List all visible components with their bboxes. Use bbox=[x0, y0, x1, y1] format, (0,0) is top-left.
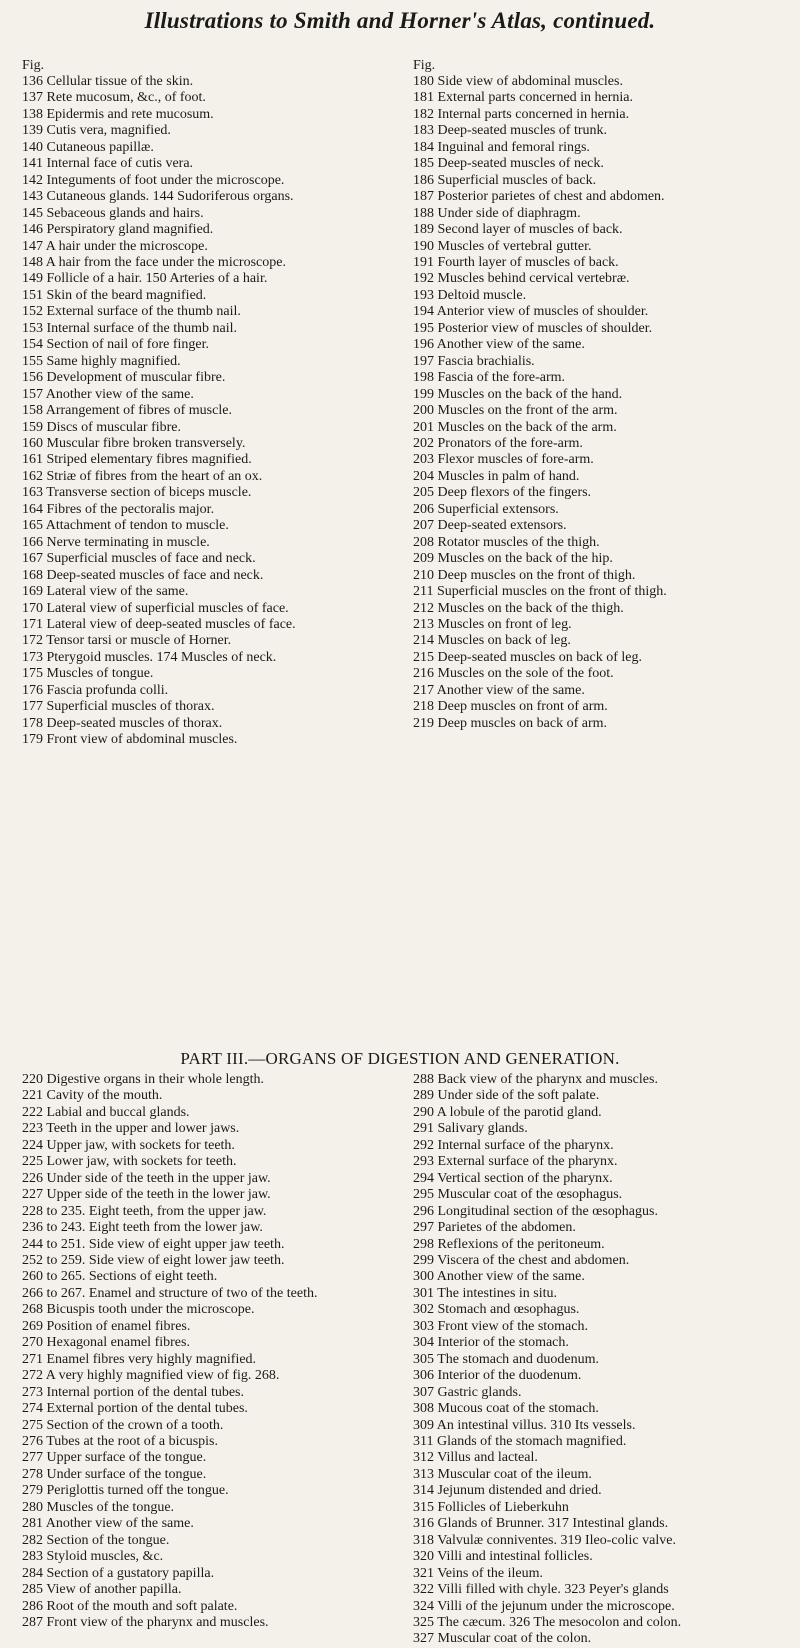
figure-entry: 284 Section of a gustatory papilla. bbox=[22, 1565, 215, 1581]
figure-entry: 136 Cellular tissue of the skin. bbox=[22, 74, 194, 89]
figure-entry: 211 Superficial muscles on the front of thigh. bbox=[413, 584, 667, 600]
figure-entry: 152 External surface of the thumb nail. bbox=[22, 304, 241, 320]
bottom-left-column bbox=[22, 1072, 402, 1631]
figure-entry: 279 Periglottis turned off the tongue. bbox=[22, 1483, 229, 1499]
figure-entry: 280 Muscles of the tongue. bbox=[22, 1499, 175, 1515]
figure-entry: 289 Under side of the soft palate. bbox=[413, 1088, 600, 1104]
figure-entry: 217 Another view of the same. bbox=[413, 682, 585, 698]
figure-entry: 163 Transverse section of biceps muscle. bbox=[22, 485, 252, 501]
figure-entry: 149 Follicle of a hair. 150 Arteries of a hair. bbox=[22, 271, 268, 287]
figure-entry: 312 Villus and lacteal. bbox=[413, 1450, 538, 1466]
figure-entry: 199 Muscles on the back of the hand. bbox=[413, 386, 623, 402]
figure-entry: 318 Valvulæ conniventes. 319 Ileo-colic valve. bbox=[413, 1532, 676, 1548]
figure-entry: 172 Tensor tarsi or muscle of Horner. bbox=[22, 633, 232, 649]
figure-entry: 205 Deep flexors of the fingers. bbox=[413, 485, 592, 501]
figure-entry: 143 Cutaneous glands. 144 Sudoriferous organs. bbox=[22, 189, 294, 205]
figure-entry: 300 Another view of the same. bbox=[413, 1269, 585, 1285]
figure-entry: 223 Teeth in the upper and lower jaws. bbox=[22, 1121, 240, 1137]
figure-entry: 164 Fibres of the pectoralis major. bbox=[22, 501, 215, 517]
figure-entry: 295 Muscular coat of the œsophagus. bbox=[413, 1187, 623, 1203]
figure-entry: 302 Stomach and œsophagus. bbox=[413, 1302, 580, 1318]
figure-entry: 293 External surface of the pharynx. bbox=[413, 1154, 618, 1170]
figure-entry: 221 Cavity of the mouth. bbox=[22, 1088, 163, 1104]
figure-entry: 224 Upper jaw, with sockets for teeth. bbox=[22, 1137, 235, 1153]
figure-entry: 278 Under surface of the tongue. bbox=[22, 1466, 207, 1482]
figure-entry: 154 Section of nail of fore finger. bbox=[22, 337, 210, 353]
figure-entry: 297 Parietes of the abdomen. bbox=[413, 1220, 576, 1236]
bottom-right-column bbox=[413, 1072, 798, 1648]
figure-entry: 270 Hexagonal enamel fibres. bbox=[22, 1335, 190, 1351]
figure-entry: 266 to 267. Enamel and structure of two of the teeth. bbox=[22, 1285, 318, 1301]
figure-entry: 236 to 243. Eight teeth from the lower jaw. bbox=[22, 1220, 263, 1236]
figure-entry: 322 Villi filled with chyle. 323 Peyer's glands bbox=[413, 1582, 669, 1598]
figure-entry: 193 Deltoid muscle. bbox=[413, 287, 527, 303]
figure-entry: 219 Deep muscles on back of arm. bbox=[413, 715, 607, 731]
figure-entry: 285 View of another papilla. bbox=[22, 1582, 182, 1598]
figure-entry: 147 A hair under the microscope. bbox=[22, 238, 208, 254]
figure-entry: 138 Epidermis and rete mucosum. bbox=[22, 106, 214, 122]
figure-entry: 176 Fascia profunda colli. bbox=[22, 682, 169, 698]
figure-entry: 151 Skin of the beard magnified. bbox=[22, 287, 207, 303]
figure-entry: 148 A hair from the face under the microscope. bbox=[22, 254, 286, 270]
figure-entry: 315 Follicles of Lieberkuhn bbox=[413, 1499, 569, 1515]
figure-entry: 273 Internal portion of the dental tubes. bbox=[22, 1384, 244, 1400]
figure-entry: 309 An intestinal villus. 310 Its vessels. bbox=[413, 1417, 636, 1433]
figure-entry: 166 Nerve terminating in muscle. bbox=[22, 534, 210, 550]
figure-entry: 227 Upper side of the teeth in the lower jaw. bbox=[22, 1187, 271, 1203]
figure-entry: 274 External portion of the dental tubes. bbox=[22, 1401, 248, 1417]
figure-entry: 276 Tubes at the root of a bicuspis. bbox=[22, 1433, 218, 1449]
figure-entry: 202 Pronators of the fore-arm. bbox=[413, 435, 583, 451]
figure-entry: 298 Reflexions of the peritoneum. bbox=[413, 1236, 605, 1252]
figure-entry: 321 Veins of the ileum. bbox=[413, 1565, 544, 1581]
figure-entry: 252 to 259. Side view of eight lower jaw teeth. bbox=[22, 1252, 285, 1268]
figure-entry: 168 Deep-seated muscles of face and neck. bbox=[22, 567, 264, 583]
figure-entry: 269 Position of enamel fibres. bbox=[22, 1318, 191, 1334]
figure-entry: 153 Internal surface of the thumb nail. bbox=[22, 320, 237, 336]
figure-entry: 169 Lateral view of the same. bbox=[22, 584, 189, 600]
figure-entry: 155 Same highly magnified. bbox=[22, 353, 181, 369]
figure-entry: 171 Lateral view of deep-seated muscles of face. bbox=[22, 616, 296, 632]
figure-entry: 200 Muscles on the front of the arm. bbox=[413, 403, 618, 419]
figure-entry: 139 Cutis vera, magnified. bbox=[22, 123, 171, 139]
part-heading: PART III.—ORGANS OF DIGESTION AND GENERATION. bbox=[180, 1049, 620, 1068]
figure-entry: 183 Deep-seated muscles of trunk. bbox=[413, 123, 607, 139]
figure-entry: 203 Flexor muscles of fore-arm. bbox=[413, 452, 594, 468]
figure-entry: 303 Front view of the stomach. bbox=[413, 1318, 588, 1334]
figure-entry: 204 Muscles in palm of hand. bbox=[413, 468, 580, 484]
figure-entry: 198 Fascia of the fore-arm. bbox=[413, 370, 565, 386]
figure-entry: 272 A very highly magnified view of fig. 268. bbox=[22, 1368, 280, 1384]
figure-entry: 159 Discs of muscular fibre. bbox=[22, 419, 182, 435]
figure-entry: 190 Muscles of vertebral gutter. bbox=[413, 238, 592, 254]
figure-entry: 165 Attachment of tendon to muscle. bbox=[22, 518, 229, 534]
figure-entry: 226 Under side of the teeth in the upper jaw. bbox=[22, 1170, 271, 1186]
page-title: Illustrations to Smith and Horner's Atlas, continued. bbox=[144, 8, 656, 33]
figure-entry: 275 Section of the crown of a tooth. bbox=[22, 1417, 224, 1433]
figure-entry: 142 Integuments of foot under the microscope. bbox=[22, 172, 285, 188]
figure-entry: 244 to 251. Side view of eight upper jaw teeth. bbox=[22, 1236, 285, 1252]
figure-entry: 140 Cutaneous papillæ. bbox=[22, 139, 154, 155]
figure-entry: 191 Fourth layer of muscles of back. bbox=[413, 254, 619, 270]
figure-entry: 213 Muscles on front of leg. bbox=[413, 616, 572, 632]
figure-entry: 325 The cæcum. 326 The mesocolon and colon. bbox=[413, 1614, 682, 1630]
figure-entry: 324 Villi of the jejunum under the microscope. bbox=[413, 1598, 675, 1614]
figure-entry: 277 Upper surface of the tongue. bbox=[22, 1450, 207, 1466]
figure-entry: 287 Front view of the pharynx and muscles. bbox=[22, 1614, 269, 1630]
figure-entry: 189 Second layer of muscles of back. bbox=[413, 222, 623, 238]
figure-entry: 294 Vertical section of the pharynx. bbox=[413, 1170, 613, 1186]
fig-label: Fig. bbox=[22, 58, 45, 73]
figure-entry: 186 Superficial muscles of back. bbox=[413, 172, 597, 188]
figure-entry: 146 Perspiratory gland magnified. bbox=[22, 222, 214, 238]
figure-entry: 194 Anterior view of muscles of shoulder. bbox=[413, 304, 649, 320]
top-right-column bbox=[413, 58, 798, 732]
figure-entry: 225 Lower jaw, with sockets for teeth. bbox=[22, 1154, 237, 1170]
figure-entry: 286 Root of the mouth and soft palate. bbox=[22, 1598, 238, 1614]
figure-entry: 182 Internal parts concerned in hernia. bbox=[413, 106, 630, 122]
figure-entry: 316 Glands of Brunner. 317 Intestinal glands. bbox=[413, 1516, 669, 1532]
figure-entry: 161 Striped elementary fibres magnified. bbox=[22, 452, 252, 468]
figure-entry: 167 Superficial muscles of face and neck. bbox=[22, 551, 256, 567]
figure-entry: 307 Gastric glands. bbox=[413, 1384, 522, 1400]
figure-entry: 290 A lobule of the parotid gland. bbox=[413, 1104, 602, 1120]
figure-entry: 180 Side view of abdominal muscles. bbox=[413, 74, 623, 89]
figure-entry: 181 External parts concerned in hernia. bbox=[413, 90, 634, 106]
figure-entry: 188 Under side of diaphragm. bbox=[413, 205, 581, 221]
figure-entry: 158 Arrangement of fibres of muscle. bbox=[22, 403, 232, 419]
figure-entry: 206 Superficial extensors. bbox=[413, 501, 559, 517]
figure-entry: 313 Muscular coat of the ileum. bbox=[413, 1466, 592, 1482]
figure-entry: 192 Muscles behind cervical vertebræ. bbox=[413, 271, 630, 287]
figure-entry: 177 Superficial muscles of thorax. bbox=[22, 699, 215, 715]
figure-entry: 314 Jejunum distended and dried. bbox=[413, 1483, 602, 1499]
figure-entry: 156 Development of muscular fibre. bbox=[22, 370, 226, 386]
figure-entry: 301 The intestines in situ. bbox=[413, 1285, 558, 1301]
figure-entry: 306 Interior of the duodenum. bbox=[413, 1368, 582, 1384]
figure-entry: 212 Muscles on the back of the thigh. bbox=[413, 600, 624, 616]
figure-entry: 292 Internal surface of the pharynx. bbox=[413, 1137, 614, 1153]
figure-entry: 196 Another view of the same. bbox=[413, 337, 585, 353]
figure-entry: 145 Sebaceous glands and hairs. bbox=[22, 205, 204, 221]
figure-entry: 283 Styloid muscles, &c. bbox=[22, 1549, 164, 1565]
figure-entry: 288 Back view of the pharynx and muscles. bbox=[413, 1072, 658, 1087]
figure-entry: 296 Longitudinal section of the œsophagus. bbox=[413, 1203, 658, 1219]
figure-entry: 327 Muscular coat of the colon. bbox=[413, 1631, 592, 1647]
figure-entry: 268 Bicuspis tooth under the microscope. bbox=[22, 1302, 255, 1318]
figure-entry: 137 Rete mucosum, &c., of foot. bbox=[22, 90, 206, 106]
figure-entry: 220 Digestive organs in their whole length. bbox=[22, 1072, 264, 1087]
figure-entry: 291 Salivary glands. bbox=[413, 1121, 528, 1137]
figure-entry: 141 Internal face of cutis vera. bbox=[22, 156, 194, 172]
figure-entry: 299 Viscera of the chest and abdomen. bbox=[413, 1252, 630, 1268]
figure-entry: 308 Mucous coat of the stomach. bbox=[413, 1401, 599, 1417]
figure-entry: 173 Pterygoid muscles. 174 Muscles of neck. bbox=[22, 649, 277, 665]
figure-entry: 195 Posterior view of muscles of shoulder. bbox=[413, 320, 653, 336]
figure-entry: 210 Deep muscles on the front of thigh. bbox=[413, 567, 636, 583]
figure-entry: 209 Muscles on the back of the hip. bbox=[413, 551, 613, 567]
figure-entry: 214 Muscles on back of leg. bbox=[413, 633, 571, 649]
figure-entry: 201 Muscles on the back of the arm. bbox=[413, 419, 617, 435]
figure-entry: 207 Deep-seated extensors. bbox=[413, 518, 567, 534]
figure-entry: 157 Another view of the same. bbox=[22, 386, 194, 402]
figure-entry: 187 Posterior parietes of chest and abdomen. bbox=[413, 189, 665, 205]
figure-entry: 282 Section of the tongue. bbox=[22, 1532, 170, 1548]
figure-entry: 271 Enamel fibres very highly magnified. bbox=[22, 1351, 257, 1367]
figure-entry: 170 Lateral view of superficial muscles of face. bbox=[22, 600, 289, 616]
top-left-column bbox=[22, 58, 407, 749]
figure-entry: 162 Striæ of fibres from the heart of an ox. bbox=[22, 468, 263, 484]
figure-entry: 215 Deep-seated muscles on back of leg. bbox=[413, 649, 642, 665]
figure-entry: 304 Interior of the stomach. bbox=[413, 1335, 569, 1351]
figure-entry: 197 Fascia brachialis. bbox=[413, 353, 535, 369]
figure-entry: 228 to 235. Eight teeth, from the upper jaw. bbox=[22, 1203, 267, 1219]
figure-entry: 305 The stomach and duodenum. bbox=[413, 1351, 599, 1367]
figure-entry: 178 Deep-seated muscles of thorax. bbox=[22, 715, 223, 731]
figure-entry: 320 Villi and intestinal follicles. bbox=[413, 1549, 593, 1565]
figure-entry: 179 Front view of abdominal muscles. bbox=[22, 732, 238, 748]
figure-entry: 175 Muscles of tongue. bbox=[22, 666, 154, 682]
figure-entry: 160 Muscular fibre broken transversely. bbox=[22, 435, 246, 451]
figure-entry: 208 Rotator muscles of the thigh. bbox=[413, 534, 600, 550]
figure-entry: 311 Glands of the stomach magnified. bbox=[413, 1433, 627, 1449]
figure-entry: 185 Deep-seated muscles of neck. bbox=[413, 156, 604, 172]
fig-label: Fig. bbox=[413, 58, 436, 73]
figure-entry: 222 Labial and buccal glands. bbox=[22, 1104, 190, 1120]
figure-entry: 184 Inguinal and femoral rings. bbox=[413, 139, 590, 155]
figure-entry: 260 to 265. Sections of eight teeth. bbox=[22, 1269, 218, 1285]
figure-entry: 216 Muscles on the sole of the foot. bbox=[413, 666, 614, 682]
figure-entry: 281 Another view of the same. bbox=[22, 1516, 194, 1532]
figure-entry: 218 Deep muscles on front of arm. bbox=[413, 699, 608, 715]
